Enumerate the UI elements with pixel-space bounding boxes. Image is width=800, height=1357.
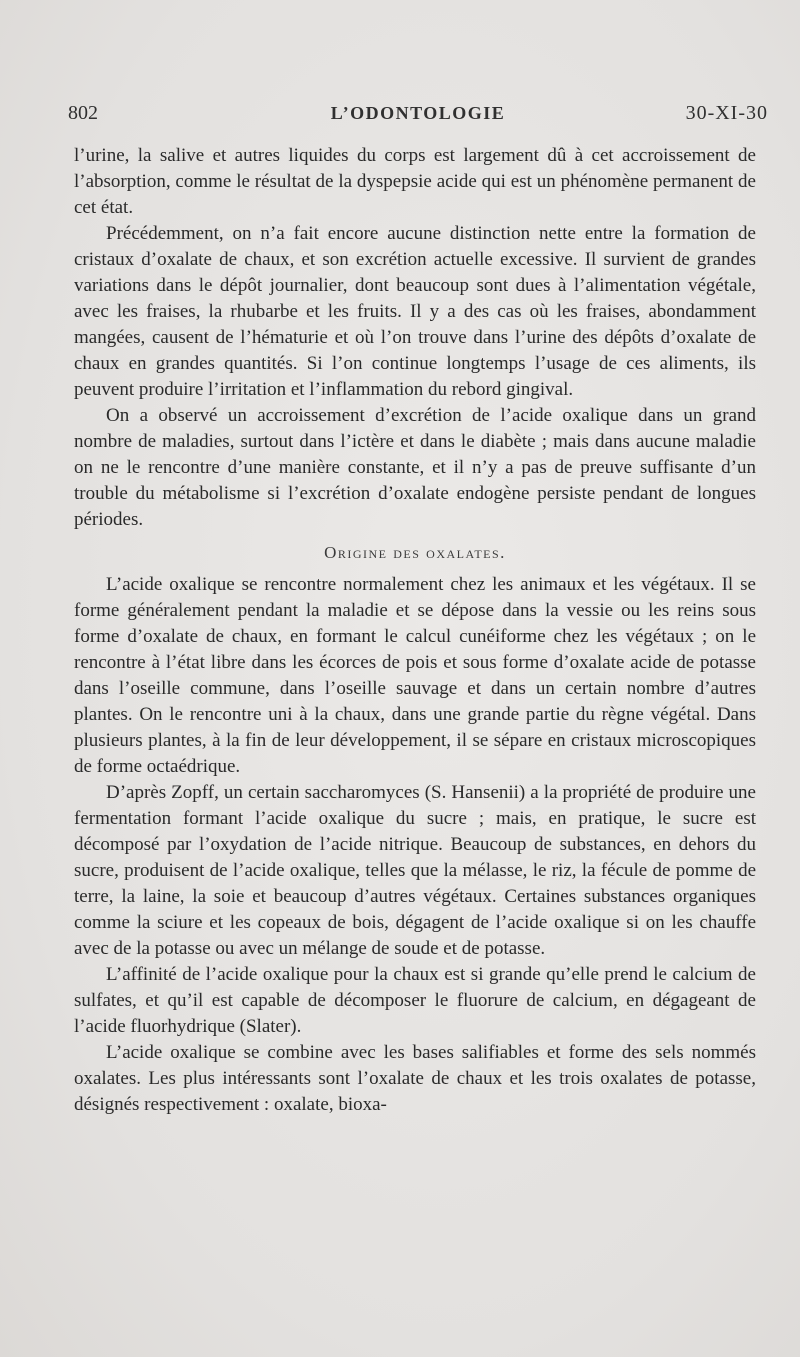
paragraph: L’acide oxalique se combine avec les bases salifiables et forme des sels nommés oxalates. Les plus intéressants sont l’oxalate de chaux et les trois oxalates de potasse, désignés respectivement : oxalate, bioxa-: [74, 1042, 756, 1115]
paragraph: Précédemment, on n’a fait encore aucune distinction nette entre la formation de cristaux d’oxalate de chaux, et son excrétion actuelle excessive. Il survient de grandes variations dans le dépôt journalier, dont beaucoup sont dues à l’alimentation végétale, avec les fraises, la rhubarbe et les fruits. Il y a des cas où les fraises, abondamment mangées, causent de l’hématurie et où l’on trouve dans l’urine des dépôts d’oxalate de chaux en grandes quantités. Si l’on continue longtemps l’usage de ces aliments, ils peuvent produire l’irritation et l’inflammation du rebord gingival.: [74, 223, 756, 400]
running-header: [68, 102, 768, 130]
article-body: [74, 143, 756, 1118]
paragraph-continued: l’urine, la salive et autres liquides du corps est largement dû à cet accroissement de l’absorption, comme le résultat de la dyspepsie acide qui est un phénomène permanent de cet état.: [74, 145, 756, 218]
journal-title: L’ODONTOLOGIE: [330, 103, 506, 123]
issue-date: 30-XI-30: [685, 102, 768, 124]
section-heading: Origine des oxalates.: [324, 543, 506, 562]
page-number: 802: [68, 102, 98, 124]
paragraph: L’affinité de l’acide oxalique pour la chaux est si grande qu’elle prend le calcium de sulfates, et qu’il est capable de décomposer le fluorure de calcium, en dégageant de l’acide fluorhydrique (Slater).: [74, 964, 756, 1037]
paragraph: D’après Zopff, un certain saccharomyces (S. Hansenii) a la propriété de produire une fermentation formant l’acide oxalique du sucre ; mais, en pratique, le sucre est décomposé par l’oxydation de l’acide nitrique. Beaucoup de substances, en dehors du sucre, produisent de l’acide oxalique, telles que la mélasse, le riz, la fécule de pomme de terre, la laine, la soie et beaucoup d’autres végétaux. Certaines substances organiques comme la sciure et les copeaux de bois, dégagent de l’acide oxalique si on les chauffe avec de la potasse ou avec un mélange de soude et de potasse.: [74, 782, 756, 959]
paragraph: L’acide oxalique se rencontre normalement chez les animaux et les végétaux. Il se forme généralement pendant la maladie et se dépose dans la vessie ou les reins sous forme d’oxalate de chaux, en formant le calcul cunéiforme chez les végétaux ; on le rencontre à l’état libre dans les écorces de pois et sous forme d’oxalate acide de potasse dans l’oseille commune, dans l’oseille sauvage et dans un certain nombre d’autres plantes. On le rencontre uni à la chaux, dans une grande partie du règne végétal. Dans plusieurs plantes, à la fin de leur développement, il se sépare en cristaux microscopiques de forme octaédrique.: [74, 574, 756, 777]
paragraph: On a observé un accroissement d’excrétion de l’acide oxalique dans un grand nombre de maladies, surtout dans l’ictère et dans le diabète ; mais dans aucune maladie on ne le rencontre d’une manière constante, et il n’y a pas de preuve suffisante d’un trouble du métabolisme si l’excrétion d’oxalate endogène persiste pendant de longues périodes.: [74, 405, 756, 530]
